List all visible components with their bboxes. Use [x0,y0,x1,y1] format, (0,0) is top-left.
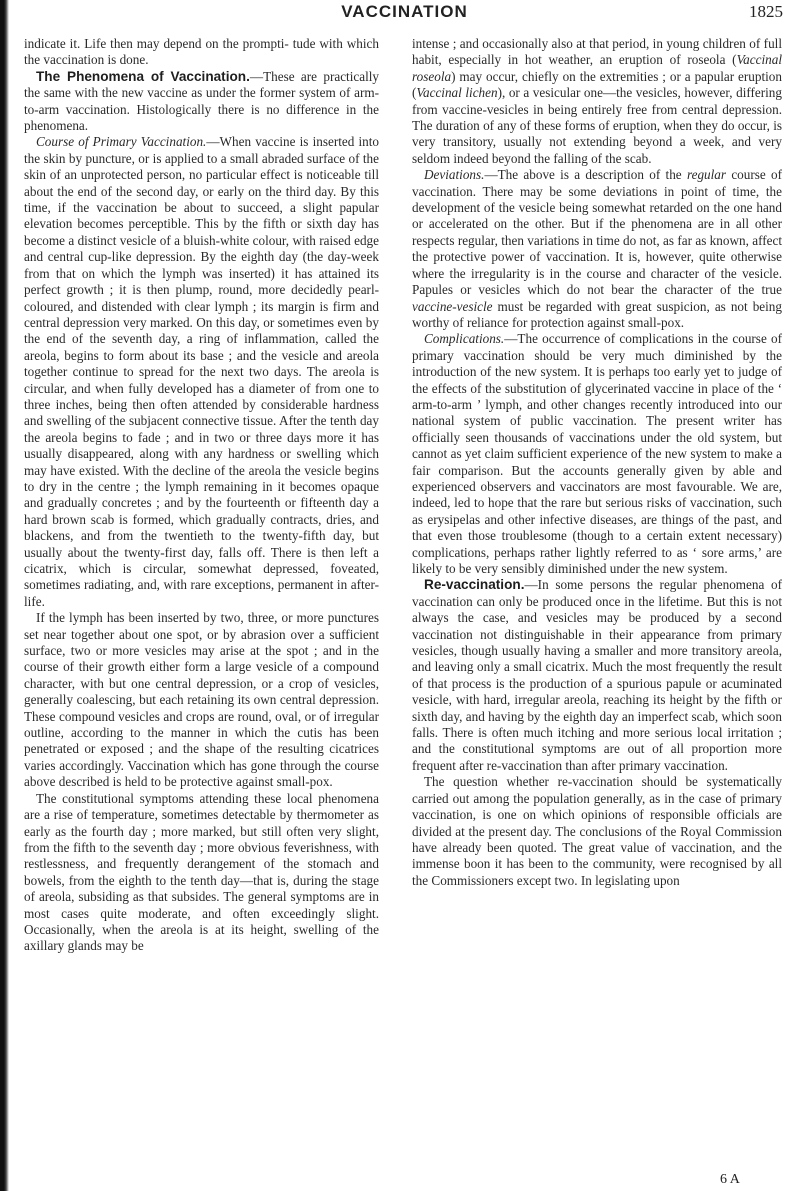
paragraph-text: ) may occur, chiefly on the extremities ; or a papular eruption ( [412,68,782,101]
page-number: 1825 [749,2,783,21]
section-complications [412,331,782,577]
subsection-heading: Complications. [424,331,505,347]
term-italic: vaccine-vesicle [412,298,493,314]
paragraph [412,36,782,167]
paragraph-text: —In some persons the regular phenomena of vaccination can only be produced once in the lifetime. But this is not always the case, and vesicles may be produced by a second vaccination not distinguishable in their appearance from primary vesicles, though usually having a smaller and more transitory areola, and leaving only a small cicatrix. Much the most frequently the result of that process is the production of a spurious papule or acuminated vesicle, with hard, irregular areola, reaching its height by the fifth or sixth day, and having by the eighth day an imperfect scab, which soon falls. There is often much itching and more serious local irritation ; and the constitutional symptoms are out of all proportion more frequent after re-vaccination than after primary vaccination. [412,577,782,773]
running-header [20,2,789,28]
section-revaccination [412,577,782,774]
paragraph-text: —The occurrence of complications in the course of primary vaccination should be very much diminished by the introduction of the new system. It is perhaps too early yet to judge of the effects of the substitution of glycerinated vaccine in place of the ‘ arm-to-arm ’ lymph, and other changes recently introduced into our national system of public vaccination. The present writer has officially seen thousands of vaccinations under the old system, but cannot as yet claim sufficient experience of the new system to make a fair comparison. But the accounts generally given by able and experienced observers and vaccinators are most favourable. We are, indeed, led to hope that the rare but serious risks of vaccination, such as erysipelas and other infective diseases, are things of the past, and that even those troublesome (though to a certain extent necessary) complications, perhaps rather lightly referred to as ‘ sore arms,’ are likely to be very sensibly diminished under the new system. [412,331,782,576]
term-italic: regular [686,167,727,183]
page-binding-edge [0,0,9,1191]
term-italic: Vaccinal lichen [416,85,498,101]
signature-mark: 6 A [720,1172,740,1187]
paragraph-text: —These are practically the same with the new vaccine as under the former system of arm-to-arm vaccination. Histologically there is no difference in the phenomena. [24,68,380,134]
paragraph: indicate it. Life then may depend on the prompti- tude with which the vaccination is done. [24,36,379,68]
section-heading: Re-vaccination. [424,577,525,593]
section-deviations [412,167,782,331]
paragraph: If the lymph has been inserted by two, three, or more punctures set near together about one spot, or by abrasion over a sufficient surface, two or more vesicles may arise at the spot ; and in the course of their growth either form a large vesicle of a compound character, with but one central depression, or a crop of vesicles, generally coalescing, but each retaining its own central depression. These compound vesicles and crops are round, oval, or of irregular outline, according to the manner in which the cutis has been penetrated or exposed ; and the shape of the resulting cicatrices varies accordingly. Vaccination which has gone through the course above described is held to be protective against small-pox. [24,610,379,790]
section-phenomena [24,69,379,135]
paragraph-text: —When vaccine is inserted into the skin by puncture, or is applied to a small abraded surface of the skin of an unprotected person, no particular effect is noticeable till about the end of the second day, or early on the third day. By this time, if the vaccination be about to succeed, a slight papular elevation becomes perceptible. This by the fifth or sixth day has become a distinct vesicle of a bluish-white colour, with raised edge and central cup-like depression. By the eighth day (the day-week from that on which the lymph was inserted) it has attained its perfect growth ; it is then plump, round, more decidedly pearl-coloured, and distended with clear lymph ; its margin is firm and central depression very marked. On this day, or sometimes even by the end of the seventh day, a ring of inflammation, called the areola, begins to form about its base ; and the vesicle and areola together continue to spread for the next two days. The areola is circular, and when fully developed has a diameter of from one to three inches, being then often attended by considerable hardness and swelling of the subjacent connective tissue. After the tenth day the areola begins to fade ; and in two or three days more it has usually disappeared, along with any hardness or swelling which may have existed. With the decline of the areola the vesicle begins to dry in the centre ; the lymph remaining in it becomes opaque and gradually concretes ; and by the fourteenth or fifteenth day a hard brown scab is formed, which gradually contracts, dries, and blackens, and from the twentieth to the twenty-fifth day, but usually about the twenty-first day, falls off. There is then left a cicatrix, which is circular, somewhat depressed, foveated, sometimes radiating, and, with rare exceptions, permanent in after-life. [24,134,379,609]
right-column [412,36,782,889]
paragraph-text: course of vaccination. There may be some deviations in point of time, the development of the vesicle being somewhat retarded on the one hand or accelerated on the other. But if the phenomena are in all other respects regular, then variations in time do not, as far as known, affect the protective power of vaccination. It is, however, quite otherwise where the irregularity is in the course and character of the vesicle. Papules or vesicles which do not bear the character of the true [412,167,783,298]
term-italic: Vaccinal roseola [412,52,782,84]
paragraph: The question whether re-vaccination should be systematically carried out among the population generally, as in the case of primary vaccination, is one on which opinions of responsible officials are divided at the present day. The conclusions of the Royal Commission have already been quoted. The great value of vaccination, and the immense boon it has been to the community, were recognised by all the Commissioners except two. In legislating upon [412,774,782,888]
subsection-heading: Course of Primary Vaccination. [36,134,207,150]
section-heading: The Phenomena of Vaccination. [36,68,250,84]
running-head-title: VACCINATION [341,2,468,21]
paragraph-text: —The above is a description of the [484,167,687,183]
subsection-heading: Deviations. [424,167,485,183]
left-column [24,36,379,955]
paragraph: The constitutional symptoms attending these local phenomena are a rise of temperature, sometimes detectable by thermometer as early as the fourth day ; more marked, but still often very slight, from the fifth to the seventh day ; more obvious feverishness, with restlessness, and frequently derangement of the stomach and bowels, from the eighth to the tenth day—that is, during the stage of areola, subsiding as that subsides. The general symptoms are in most cases quite moderate, and often exceedingly slight. Occasionally, when the areola is at its height, swelling of the axillary glands may be [24,790,379,954]
paragraph-text: must be regarded with great suspicion, as not being worthy of reliance for protection against small-pox. [412,298,782,330]
section-primary-course [24,134,379,610]
paragraph-text: intense ; and occasionally also at that period, in young children of full habit, especially in hot weather, an eruption of roseola ( [412,36,782,68]
paragraph-text: ), or a vesicular one—the vesicles, however, differing from vaccine-vesicles in being entirely free from central depression. The duration of any of these forms of eruption, when they do occur, is very transitory, usually not extending beyond a week, and very seldom indeed beyond the falling of the scab. [412,85,782,166]
